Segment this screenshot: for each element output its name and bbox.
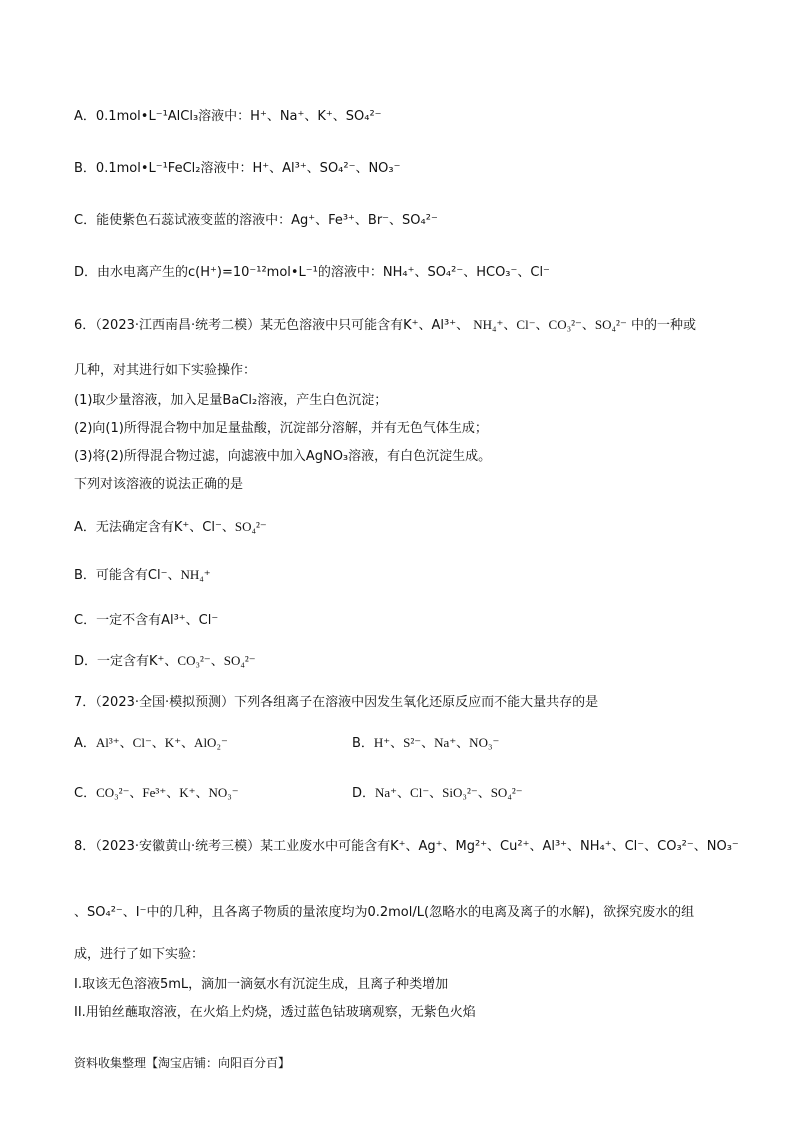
question-6-ions: NH₄⁺、Cl⁻、CO₃²⁻、SO₄²⁻	[473, 317, 627, 332]
option-ion: SO₄²⁻	[234, 519, 267, 534]
question-6-step2: (2)向(1)所得混合物中加足量盐酸，沉淀部分溶解，并有无色气体生成；	[74, 421, 488, 436]
question-8-stem-3: 成，进行了如下实验：	[74, 947, 205, 962]
question-6-option-b	[74, 566, 211, 585]
option-b: B．0.1mol•L⁻¹FeCl₂溶液中：H⁺、Al³⁺、SO₄²⁻、NO₃⁻	[74, 161, 401, 176]
question-7-option-a	[74, 734, 228, 753]
question-6-step1: (1)取少量溶液，加入足量BaCl₂溶液，产生白色沉淀；	[74, 393, 388, 408]
option-d: D．由水电离产生的c(H⁺)=10⁻¹²mol•L⁻¹的溶液中：NH₄⁺、SO₄²⁻、HCO₃⁻、Cl⁻	[74, 265, 550, 280]
question-6-option-a	[74, 518, 267, 537]
option-ions: Na⁺、Cl⁻、SiO₃²⁻、SO₄²⁻	[375, 785, 523, 800]
option-label: C．	[74, 786, 97, 801]
question-6-tail: 中的一种或	[630, 318, 696, 333]
option-text: D．一定含有K⁺、	[74, 654, 178, 669]
option-text: B．可能含有Cl⁻、	[74, 568, 181, 583]
question-6-step3: (3)将(2)所得混合物过滤，向滤液中加入AgNO₃溶液，有白色沉淀生成。	[74, 449, 492, 464]
option-c: C．能使紫色石蕊试液变蓝的溶液中：Ag⁺、Fe³⁺、Br⁻、SO₄²⁻	[74, 213, 438, 228]
option-text: A．无法确定含有K⁺、Cl⁻、	[74, 520, 235, 535]
question-7-option-c	[74, 784, 239, 803]
option-ions: CO₃²⁻、SO₄²⁻	[177, 653, 256, 668]
question-6-stem	[74, 316, 696, 335]
question-7-stem: 7．（2023·全国·模拟预测）下列各组离子在溶液中因发生氧化还原反应而不能大量共存的是	[74, 695, 599, 710]
question-6-line2: 几种，对其进行如下实验操作：	[74, 363, 257, 378]
option-a: A．0.1mol•L⁻¹AlCl₃溶液中：H⁺、Na⁺、K⁺、SO₄²⁻	[74, 109, 382, 124]
option-label: A．	[74, 736, 96, 751]
option-ions: Al³⁺、Cl⁻、K⁺、AlO₂⁻	[95, 735, 228, 750]
option-label: D．	[352, 786, 376, 801]
option-ions: H⁺、S²⁻、Na⁺、NO₃⁻	[373, 735, 500, 750]
option-ion: NH₄⁺	[180, 567, 211, 582]
question-7-option-d	[352, 784, 523, 803]
option-ions: CO₃²⁻、Fe³⁺、K⁺、NO₃⁻	[96, 785, 239, 800]
question-6-option-d	[74, 652, 256, 671]
option-label: B．	[352, 736, 374, 751]
question-8-stem-2: 、SO₄²⁻、I⁻中的几种，且各离子物质的量浓度均为0.2mol/L(忽略水的电离及离子的水解)，欲探究废水的组	[74, 905, 695, 920]
question-6-prompt: 下列对该溶液的说法正确的是	[74, 477, 244, 492]
question-8-step1: I.取该无色溶液5mL，滴加一滴氨水有沉淀生成，且离子种类增加	[74, 977, 449, 992]
question-8-step2: II.用铂丝蘸取溶液，在火焰上灼烧，透过蓝色钴玻璃观察，无紫色火焰	[74, 1005, 476, 1020]
question-8-stem-1: 8．（2023·安徽黄山·统考三模）某工业废水中可能含有K⁺、Ag⁺、Mg²⁺、Cu²⁺、Al³⁺、NH₄⁺、Cl⁻、CO₃²⁻、NO₃⁻	[74, 839, 739, 854]
question-7-option-b	[352, 734, 499, 753]
page-footer: 资料收集整理【淘宝店铺：向阳百分百】	[74, 1056, 291, 1070]
question-6-option-c: C．一定不含有Al³⁺、Cl⁻	[74, 613, 219, 628]
question-6-text: 6．（2023·江西南昌·统考二模）某无色溶液中只可能含有K⁺、Al³⁺、	[74, 318, 470, 333]
